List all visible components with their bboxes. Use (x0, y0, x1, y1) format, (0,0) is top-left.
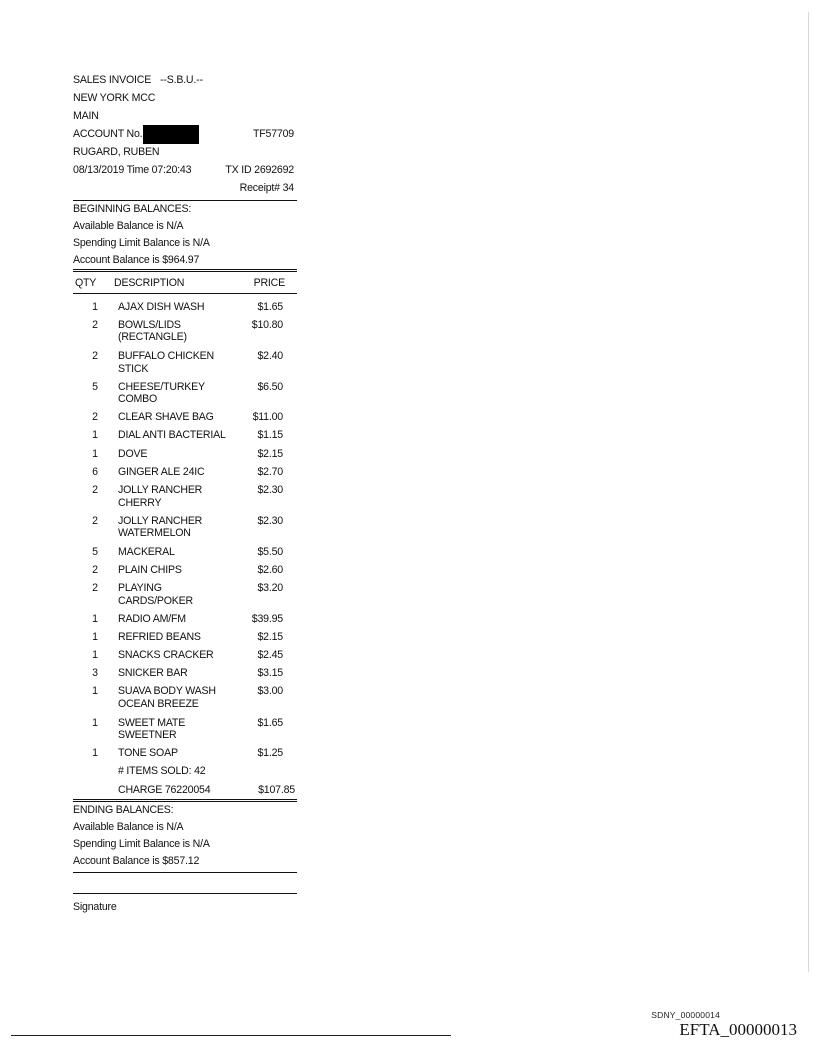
list-item (73, 512, 297, 543)
charge-total: $107.85 (258, 783, 295, 796)
item-qty: 2 (92, 483, 98, 496)
signature-label: Signature (73, 901, 117, 914)
receipt-number: Receipt# 34 (239, 181, 294, 194)
item-description: DOVE (118, 447, 148, 460)
items-list (73, 298, 297, 763)
invoice-unit: --S.B.U.-- (160, 73, 203, 86)
item-qty: 1 (92, 300, 98, 313)
item-qty: 2 (92, 582, 98, 595)
item-price: $1.15 (257, 429, 283, 442)
item-qty: 2 (92, 349, 98, 362)
bottom-rule (11, 1035, 451, 1036)
item-description: RADIO AM/FM (118, 612, 186, 625)
signature-area (73, 893, 297, 914)
item-description: PLAYING CARDS/POKER (118, 582, 193, 607)
list-item (73, 481, 297, 512)
item-price: $2.45 (257, 649, 283, 662)
transaction-datetime: 08/13/2019 Time 07:20:43 (73, 163, 192, 176)
item-qty: 5 (92, 380, 98, 393)
list-item (73, 561, 297, 579)
item-qty: 1 (92, 447, 98, 460)
beginning-available: Available Balance is N/A (73, 220, 184, 233)
item-description: SUAVA BODY WASH OCEAN BREEZE (118, 685, 216, 711)
charge-line (73, 781, 297, 799)
divider (73, 872, 297, 873)
item-qty: 3 (92, 667, 98, 680)
beginning-spending: Spending Limit Balance is N/A (73, 237, 210, 250)
item-description: AJAX DISH WASH (118, 300, 205, 313)
item-price: $39.95 (251, 612, 283, 625)
items-sold: # ITEMS SOLD: 42 (118, 765, 206, 778)
list-item (73, 665, 297, 683)
item-price: $2.30 (257, 483, 283, 496)
item-description: DIAL ANTI BACTERIAL (118, 429, 226, 442)
item-price: $1.25 (257, 747, 283, 760)
item-qty: 1 (92, 685, 98, 698)
item-price: $1.65 (257, 716, 283, 729)
item-qty: 1 (92, 612, 98, 625)
item-qty: 6 (92, 465, 98, 478)
location-name: MAIN (73, 109, 99, 122)
item-qty: 5 (92, 545, 98, 558)
qty-header: QTY (75, 276, 97, 289)
beginning-account: Account Balance is $964.97 (73, 254, 200, 267)
invoice-title: SALES INVOICE (73, 73, 152, 86)
account-label: ACCOUNT No. (73, 127, 143, 140)
item-qty: 2 (92, 514, 98, 527)
customer-name: RUGARD, RUBEN (73, 145, 160, 158)
item-description: SNICKER BAR (118, 667, 188, 680)
item-qty: 1 (92, 747, 98, 760)
spacer (73, 765, 109, 778)
divider (73, 293, 297, 294)
spacer (73, 784, 109, 797)
list-item (73, 628, 297, 646)
item-price: $6.50 (257, 380, 283, 393)
item-price: $1.65 (257, 300, 283, 313)
item-qty: 1 (92, 429, 98, 442)
list-item (73, 745, 297, 763)
list-item (73, 409, 297, 427)
item-price: $3.00 (257, 685, 283, 698)
item-description: CLEAR SHAVE BAG (118, 411, 214, 424)
beginning-heading: BEGINNING BALANCES: (73, 203, 192, 216)
list-item (73, 646, 297, 664)
transaction-id: TX ID 2692692 (225, 163, 294, 176)
item-description: MACKERAL (118, 545, 175, 558)
list-item (73, 463, 297, 481)
item-price: $10.80 (251, 318, 283, 331)
invoice-title-line (73, 71, 297, 89)
item-price: $11.00 (252, 411, 283, 424)
bates-number: SDNY_00000014 (651, 1010, 720, 1020)
list-item (73, 714, 297, 745)
item-description: SNACKS CRACKER (118, 649, 214, 662)
ending-spending: Spending Limit Balance is N/A (73, 838, 210, 851)
item-qty: 2 (92, 411, 98, 424)
facility-name: NEW YORK MCC (73, 91, 156, 104)
item-price: $3.15 (257, 667, 283, 680)
item-description: BUFFALO CHICKEN STICK (118, 349, 214, 375)
item-qty: 1 (92, 716, 98, 729)
ending-heading: ENDING BALANCES: (73, 804, 174, 817)
ending-account: Account Balance is $857.12 (73, 855, 200, 868)
ending-available: Available Balance is N/A (73, 821, 184, 834)
list-item (73, 579, 297, 610)
list-item (73, 543, 297, 561)
item-description: PLAIN CHIPS (118, 563, 182, 576)
item-description: CHEESE/TURKEY COMBO (118, 380, 205, 406)
item-qty: 1 (92, 649, 98, 662)
item-price: $5.50 (257, 545, 283, 558)
efta-number: EFTA_00000013 (679, 1020, 797, 1039)
sales-receipt (73, 71, 297, 914)
price-header: PRICE (253, 276, 285, 289)
item-price: $2.40 (257, 349, 283, 362)
charge-label: CHARGE 76220054 (118, 783, 211, 796)
item-qty: 2 (92, 318, 98, 331)
terminal-id: TF57709 (252, 127, 294, 140)
item-description: SWEET MATE SWEETNER (118, 716, 186, 742)
item-description: TONE SOAP (118, 747, 178, 760)
item-qty: 1 (92, 630, 98, 643)
list-item (73, 378, 297, 409)
account-line (73, 125, 297, 143)
list-item (73, 445, 297, 463)
item-description: JOLLY RANCHER WATERMELON (118, 514, 203, 540)
items-header (73, 273, 297, 293)
item-qty: 2 (92, 563, 98, 576)
item-description: GINGER ALE 24IC (118, 465, 205, 478)
item-description: REFRIED BEANS (118, 630, 201, 643)
datetime-line (73, 161, 297, 179)
list-item (73, 683, 297, 714)
list-item (73, 427, 297, 445)
item-description: JOLLY RANCHER CHERRY (118, 483, 203, 509)
items-sold-line (73, 763, 297, 781)
item-price: $2.15 (257, 447, 283, 460)
signature-line (73, 893, 297, 894)
list-item (73, 316, 297, 347)
item-price: $2.60 (257, 563, 283, 576)
list-item (73, 610, 297, 628)
description-header: DESCRIPTION (114, 276, 185, 289)
list-item (73, 347, 297, 378)
item-description: BOWLS/LIDS (RECTANGLE) (118, 318, 187, 344)
list-item (73, 298, 297, 316)
divider (73, 269, 297, 272)
redaction-box (143, 125, 199, 144)
item-price: $3.20 (257, 582, 283, 595)
item-price: $2.30 (257, 514, 283, 527)
scan-edge-line (808, 12, 809, 972)
item-price: $2.70 (257, 465, 283, 478)
item-price: $2.15 (257, 630, 283, 643)
